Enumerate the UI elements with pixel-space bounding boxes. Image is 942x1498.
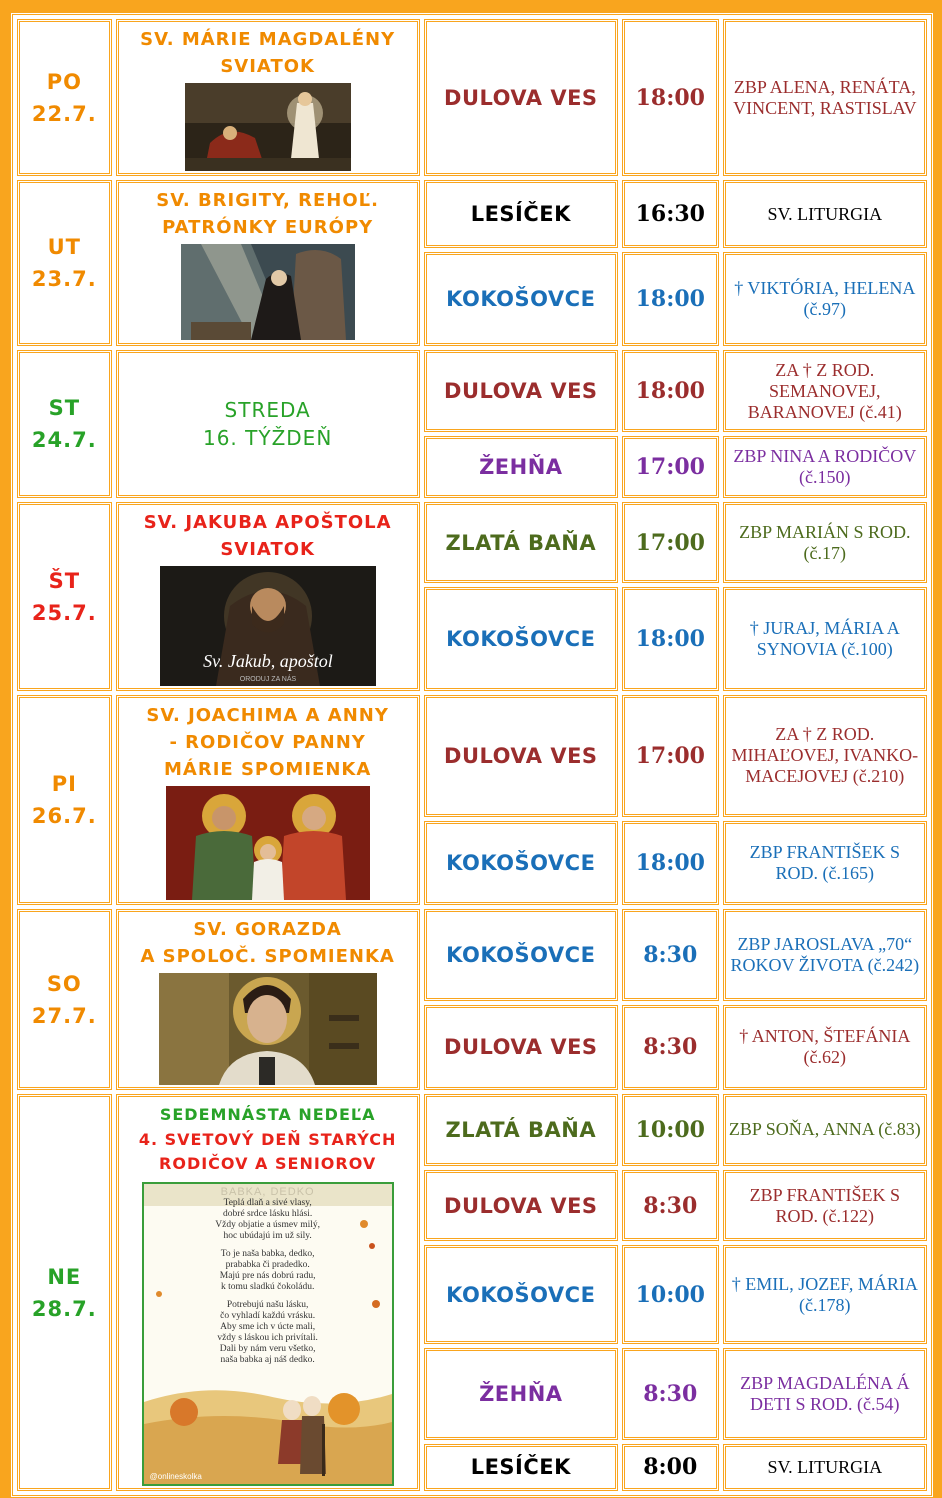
time-cell: [622, 1245, 719, 1343]
intent-cell: [723, 1444, 927, 1491]
mass-intention: SV. LITURGIA: [767, 203, 883, 224]
time-cell: [622, 695, 719, 817]
mass-time: 18:00: [635, 378, 705, 404]
feast-title: SV. BRIGITY, REHOĽ.: [156, 190, 379, 211]
feast-subtitle: MÁRIE SPOMIENKA: [164, 759, 372, 780]
day-date: 25.7.: [31, 600, 97, 625]
poem-stanza: To je naša babka, dedko, prababka či pradedko. Majú pre nás dobrú radu, k tomu sladkú čokoládu.: [219, 1249, 316, 1292]
place-name: KOKOŠOVCE: [446, 942, 596, 967]
feast-title: SV. MÁRIE MAGDALÉNY: [140, 29, 396, 50]
day-date: 27.7.: [31, 1003, 97, 1028]
poem-stanza: Teplá dlaň a sivé vlasy, dobré srdce lásku hlási. Vždy objatie a úsmev milý, hoc ubúdajú im už sily.: [215, 1198, 321, 1241]
intent-cell: [723, 587, 927, 691]
place-name: LESÍČEK: [470, 202, 571, 226]
place-cell: [424, 1444, 618, 1491]
poem-title: BABKA, DEDKO: [220, 1186, 315, 1198]
mass-time: 17:00: [635, 454, 705, 480]
place-name: ZLATÁ BAŇA: [445, 530, 597, 555]
feast-title: SV. JAKUBA APOŠTOLA: [143, 512, 392, 533]
day-cell: [17, 695, 112, 905]
day-cell: [17, 350, 112, 498]
time-cell: [622, 1444, 719, 1491]
mass-time: 16:30: [635, 201, 705, 227]
mass-time: 8:30: [643, 1034, 698, 1061]
day-date: 22.7.: [31, 101, 97, 126]
feast-cell: [116, 909, 420, 1090]
mass-intention: ZBP JAROSLAVA „70“ ROKOV ŽIVOTA (č.242): [730, 933, 920, 975]
saint-gorazd-image: [159, 973, 377, 1085]
grandparents-poem-card: [142, 1182, 394, 1486]
place-name: ŽEHŇA: [479, 1381, 563, 1406]
place-cell: [424, 1170, 618, 1242]
intent-cell: [723, 19, 927, 176]
feast-subtitle: PATRÓNKY EURÓPY: [162, 217, 374, 238]
place-name: KOKOŠOVCE: [446, 627, 596, 652]
intent-cell: [723, 436, 927, 498]
feast-subtitle: 16. TÝŽDEŇ: [202, 426, 333, 450]
place-cell: [424, 252, 618, 346]
mass-intention: † JURAJ, MÁRIA A SYNOVIA (č.100): [749, 618, 900, 660]
poem-stanza: Potrebujú našu lásku, čo vyhladí každú vrásku. Aby sme ich v úcte mali, vždy s láskou ich privítali. Dali by nám veru všetko, naša babka aj náš dedko.: [217, 1300, 318, 1365]
feast-cell: [116, 19, 420, 176]
mass-intention: ZBP ALENA, RENÁTA, VINCENT, RASTISLAV: [733, 76, 917, 118]
mass-time: 18:00: [635, 286, 705, 312]
place-name: KOKOŠOVCE: [446, 1282, 596, 1307]
time-cell: [622, 252, 719, 346]
mass-time: 18:00: [635, 84, 705, 111]
intent-cell: [723, 695, 927, 817]
mass-intention: ZA † Z ROD. SEMANOVEJ, BARANOVEJ (č.41): [747, 359, 902, 422]
feast-title: SV. JOACHIMA A ANNY: [146, 705, 389, 726]
place-cell: [424, 587, 618, 691]
time-cell: [622, 436, 719, 498]
mass-time: 18:00: [635, 849, 705, 876]
mass-intention: † ANTON, ŠTEFÁNIA (č.62): [739, 1026, 911, 1068]
table-row: [17, 1094, 927, 1166]
time-cell: [622, 502, 719, 583]
intent-cell: [723, 821, 927, 905]
time-cell: [622, 1094, 719, 1166]
place-cell: [424, 502, 618, 583]
table-row: [17, 180, 927, 248]
place-name: KOKOŠOVCE: [446, 850, 596, 875]
place-name: DULOVA VES: [444, 1193, 598, 1218]
intent-cell: [723, 1245, 927, 1343]
day-name: ST: [48, 396, 81, 420]
day-cell: [17, 502, 112, 691]
time-cell: [622, 909, 719, 1001]
time-cell: [622, 19, 719, 176]
feast-title: STREDA: [224, 398, 311, 422]
mass-intention: ZBP MAGDALÉNA Á DETI S ROD. (č.54): [740, 1372, 910, 1414]
mass-time: 8:30: [643, 941, 698, 968]
mass-time: 17:00: [635, 529, 705, 556]
place-cell: [424, 1094, 618, 1166]
saint-bridget-image: [181, 244, 355, 340]
intent-cell: [723, 1005, 927, 1090]
place-cell: [424, 350, 618, 432]
intent-cell: [723, 502, 927, 583]
mass-time: 8:00: [643, 1454, 698, 1481]
mass-time: 18:00: [635, 626, 705, 653]
poem-credit: @onlineskolka: [149, 1472, 202, 1481]
day-date: 23.7.: [31, 267, 97, 291]
time-cell: [622, 587, 719, 691]
intent-cell: [723, 180, 927, 248]
day-name: UT: [47, 235, 81, 259]
day-name: PI: [51, 772, 77, 796]
table-row: [17, 19, 927, 176]
place-name: DULOVA VES: [444, 85, 598, 110]
place-name: DULOVA VES: [444, 743, 598, 768]
place-name: DULOVA VES: [444, 379, 598, 403]
mass-time: 17:00: [635, 742, 705, 769]
time-cell: [622, 1005, 719, 1090]
intent-cell: [723, 1094, 927, 1166]
place-name: ZLATÁ BAŇA: [445, 1117, 597, 1142]
intent-cell: [723, 252, 927, 346]
day-date: 28.7.: [31, 1296, 97, 1321]
place-name: ŽEHŇA: [479, 455, 563, 479]
feast-cell: [116, 1094, 420, 1491]
place-name: LESÍČEK: [470, 1455, 571, 1480]
mass-intention: ZA † Z ROD. MIHAĽOVEJ, IVANKO- MACEJOVEJ (č.210): [731, 724, 919, 787]
mass-intention: † VIKTÓRIA, HELENA (č.97): [734, 278, 916, 319]
place-cell: [424, 821, 618, 905]
day-cell: [17, 909, 112, 1090]
place-cell: [424, 1245, 618, 1343]
image-caption: Sv. Jakub, apoštol: [202, 651, 333, 671]
intent-cell: [723, 909, 927, 1001]
feast-cell: [116, 180, 420, 346]
place-cell: [424, 1348, 618, 1440]
time-cell: [622, 821, 719, 905]
mass-time: 10:00: [635, 1281, 705, 1308]
top-heading-strip: [0, 0, 942, 12]
day-name: PO: [46, 69, 82, 94]
feast-subtitle: SVIATOK: [220, 539, 315, 560]
joachim-anne-image: [166, 786, 370, 900]
time-cell: [622, 180, 719, 248]
poem-body: [144, 1198, 392, 1366]
mass-intention: ZBP SOŇA, ANNA (č.83): [728, 1119, 921, 1140]
place-cell: [424, 909, 618, 1001]
feast-subtitle: 4. SVETOVÝ DEŇ STARÝCH: [138, 1130, 397, 1149]
intent-cell: [723, 1348, 927, 1440]
table-row: [17, 502, 927, 583]
feast-cell: [116, 695, 420, 905]
feast-line-2: - RODIČOV PANNY: [169, 732, 366, 753]
mass-intention: ZBP FRANTIŠEK S ROD. (č.165): [749, 841, 900, 883]
place-cell: [424, 695, 618, 817]
mass-time: 8:30: [643, 1380, 698, 1407]
place-name: KOKOŠOVCE: [446, 287, 596, 311]
mass-time: 10:00: [635, 1116, 705, 1143]
mass-intention: ZBP FRANTIŠEK S ROD. (č.122): [749, 1184, 900, 1226]
table-row: [17, 909, 927, 1001]
feast-subtitle: SVIATOK: [220, 56, 315, 77]
place-cell: [424, 1005, 618, 1090]
day-date: 24.7.: [31, 428, 97, 452]
day-cell: [17, 180, 112, 346]
day-name: ŠT: [48, 568, 81, 593]
mass-time: 8:30: [643, 1192, 698, 1219]
place-cell: [424, 19, 618, 176]
mass-intention: † EMIL, JOZEF, MÁRIA (č.178): [731, 1273, 918, 1315]
table-row: [17, 350, 927, 432]
time-cell: [622, 1170, 719, 1242]
mass-intention: ZBP MARIÁN S ROD. (č.17): [739, 521, 911, 563]
intent-cell: [723, 1170, 927, 1242]
day-date: 26.7.: [31, 804, 97, 828]
feast-title: SEDEMNÁSTA NEDEĽA: [159, 1105, 376, 1124]
feast-subtitle-2: RODIČOV A SENIOROV: [159, 1154, 377, 1173]
time-cell: [622, 1348, 719, 1440]
place-cell: [424, 436, 618, 498]
feast-cell: [116, 350, 420, 498]
mass-intention: ZBP NINA A RODIČOV (č.150): [733, 446, 917, 487]
image-subcaption: ORODUJ ZA NÁS: [239, 676, 296, 683]
place-name: DULOVA VES: [444, 1035, 598, 1060]
time-cell: [622, 350, 719, 432]
mary-magdalene-image: [185, 83, 351, 171]
feast-subtitle: A SPOLOČ. SPOMIENKA: [140, 946, 395, 967]
day-cell: [17, 1094, 112, 1491]
table-row: [17, 695, 927, 817]
feast-cell: [116, 502, 420, 691]
day-name: SO: [46, 971, 82, 996]
feast-title: SV. GORAZDA: [193, 919, 342, 940]
place-cell: [424, 180, 618, 248]
intent-cell: [723, 350, 927, 432]
saint-james-image: [160, 566, 376, 686]
schedule-table: [10, 12, 934, 1498]
day-cell: [17, 19, 112, 176]
mass-intention: SV. LITURGIA: [767, 1456, 883, 1477]
day-name: NE: [47, 1264, 82, 1289]
